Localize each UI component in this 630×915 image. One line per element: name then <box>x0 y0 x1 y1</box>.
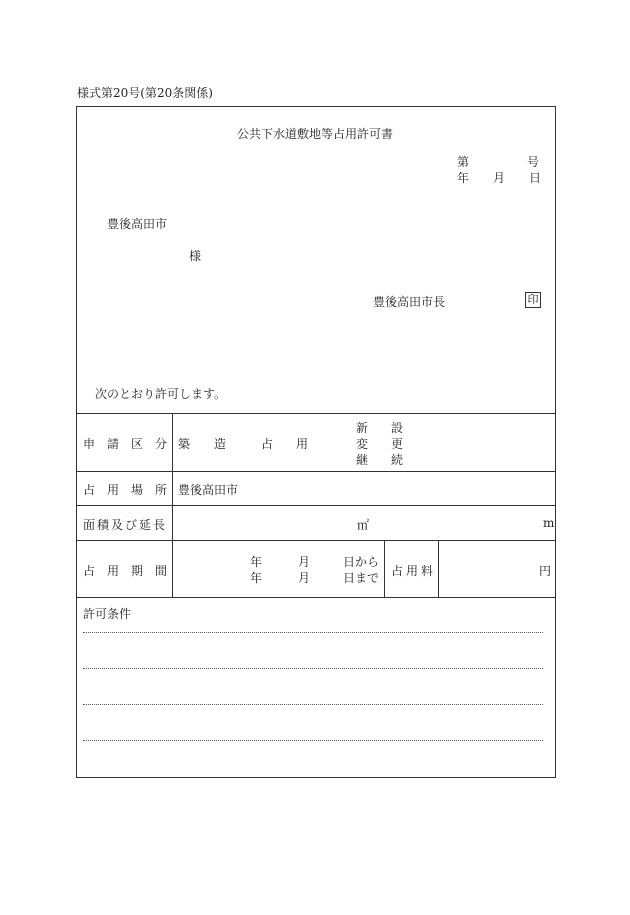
application-type-label-3: 区 <box>131 437 144 451</box>
label-column-divider <box>172 413 173 597</box>
area-label-4: び <box>125 518 138 532</box>
length-unit: m <box>543 516 555 530</box>
fee-label: 占用料 <box>391 564 437 578</box>
location-label-1: 占 <box>83 483 96 497</box>
recipient-honorific: 様 <box>189 249 202 263</box>
conditions-dotted-line <box>83 704 543 705</box>
area-label-3: 及 <box>111 518 124 532</box>
date-day: 日 <box>529 171 542 185</box>
location-label-4: 所 <box>155 483 168 497</box>
row-divider <box>77 540 555 541</box>
conditions-label: 許可条件 <box>83 607 132 621</box>
option-senyo-2: 用 <box>296 437 309 451</box>
area-label-1: 面 <box>83 518 96 532</box>
location-label-2: 用 <box>107 483 120 497</box>
conditions-dotted-line <box>83 668 543 669</box>
option-shinsetsu-2: 設 <box>391 421 404 435</box>
row-divider <box>77 471 555 472</box>
option-senyo-1: 占 <box>261 437 274 451</box>
row-divider <box>77 597 555 598</box>
option-keizoku-1: 継 <box>356 453 369 467</box>
number-go: 号 <box>527 155 540 169</box>
application-type-label-4: 分 <box>155 437 168 451</box>
application-type-label-2: 請 <box>107 437 120 451</box>
area-label-6: 長 <box>153 518 166 532</box>
period-from-suffix: 日から <box>343 555 380 569</box>
fee-cell-divider <box>384 540 385 597</box>
fee-unit: 円 <box>539 564 552 578</box>
form-number-label: 様式第20号(第20条関係) <box>77 86 213 100</box>
number-dai: 第 <box>457 155 470 169</box>
period-label-1: 占 <box>83 564 96 578</box>
date-month: 月 <box>493 171 506 185</box>
period-to-suffix: 日まで <box>343 571 380 585</box>
period-to-year: 年 <box>250 571 263 585</box>
area-label-2: 積 <box>97 518 110 532</box>
period-label-4: 間 <box>155 564 168 578</box>
application-type-label-1: 申 <box>83 437 96 451</box>
conditions-dotted-line <box>83 740 543 741</box>
issuer-name: 豊後高田市長 <box>373 295 446 309</box>
period-to-month: 月 <box>298 571 311 585</box>
option-chiku-2: 造 <box>214 437 227 451</box>
option-henko-1: 変 <box>356 437 369 451</box>
area-unit: ㎡ <box>357 518 370 532</box>
permit-form-frame <box>76 106 556 778</box>
option-keizoku-2: 続 <box>391 453 404 467</box>
period-from-month: 月 <box>298 555 311 569</box>
seal-mark: 印 <box>525 292 541 308</box>
option-henko-2: 更 <box>391 437 404 451</box>
document-title: 公共下水道敷地等占用許可書 <box>237 127 394 141</box>
conditions-dotted-line <box>83 632 543 633</box>
date-year: 年 <box>457 171 470 185</box>
period-from-year: 年 <box>250 555 263 569</box>
period-label-2: 用 <box>107 564 120 578</box>
area-label-5: 延 <box>139 518 152 532</box>
location-value: 豊後高田市 <box>178 483 239 497</box>
row-divider <box>77 413 555 414</box>
fee-cell-divider <box>438 540 439 597</box>
location-label-3: 場 <box>131 483 144 497</box>
permission-statement: 次のとおり許可します。 <box>95 387 227 401</box>
option-shinsetsu-1: 新 <box>356 421 369 435</box>
recipient-org: 豊後高田市 <box>107 217 168 231</box>
option-chiku-1: 築 <box>178 437 191 451</box>
row-divider <box>77 505 555 506</box>
period-label-3: 期 <box>131 564 144 578</box>
